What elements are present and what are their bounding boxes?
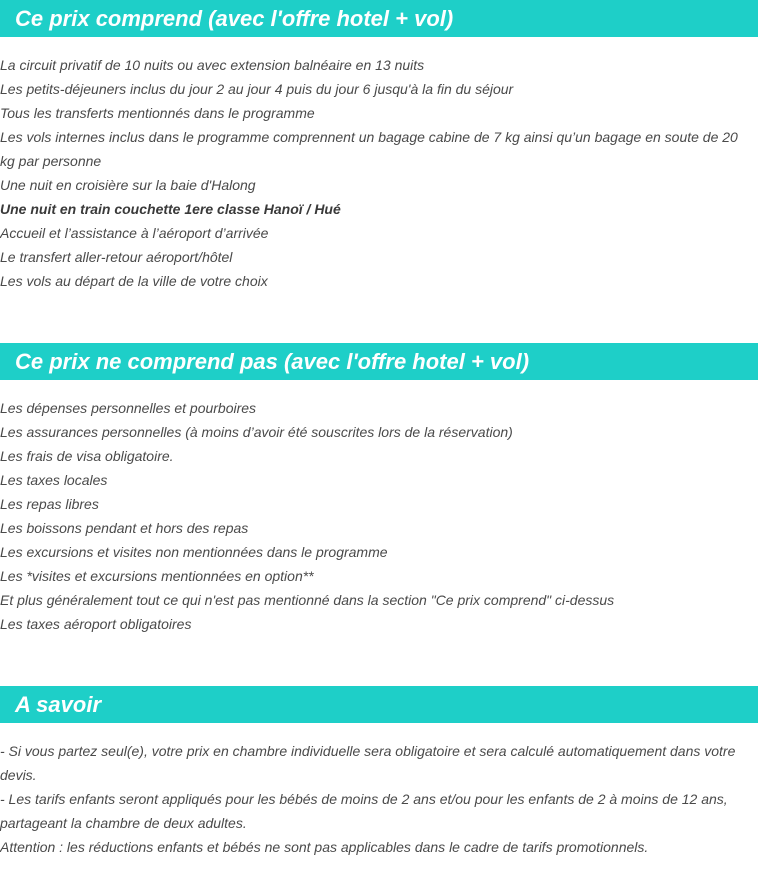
- list-item: Les boissons pendant et hors des repas: [0, 520, 249, 536]
- list-item: Une nuit en train couchette 1ere classe Hanoï / Hué: [0, 201, 341, 217]
- excludes-section-header: [0, 343, 758, 380]
- list-item: Les vols internes inclus dans le programme comprennent un bagage cabine de 7 kg ainsi qu’un bagage en soute de 20 kg par personne: [0, 129, 738, 169]
- includes-section-title: Ce prix comprend (avec l'offre hotel + vol): [15, 6, 454, 31]
- list-item: - Les tarifs enfants seront appliqués pour les bébés de moins de 2 ans et/ou pour les enfants de 2 à moins de 12 ans, partageant la chambre de deux adultes.: [0, 791, 728, 831]
- list-item: Les repas libres: [0, 496, 99, 512]
- list-item: Les assurances personnelles (à moins d’avoir été souscrites lors de la réservation): [0, 424, 513, 440]
- excludes-section-title: Ce prix ne comprend pas (avec l'offre hotel + vol): [15, 349, 530, 374]
- savoir-section-title: A savoir: [15, 692, 102, 717]
- list-item: Les vols au départ de la ville de votre choix: [0, 273, 268, 289]
- list-item: Les taxes locales: [0, 472, 108, 488]
- list-item: Les excursions et visites non mentionnées dans le programme: [0, 544, 388, 560]
- list-item: Tous les transferts mentionnés dans le programme: [0, 105, 315, 121]
- list-item: - Si vous partez seul(e), votre prix en chambre individuelle sera obligatoire et sera calculé automatiquement dans votre devis.: [0, 743, 736, 783]
- excludes-list: [0, 396, 755, 636]
- list-item: Et plus généralement tout ce qui n'est pas mentionné dans la section "Ce prix comprend" ci-dessus: [0, 592, 615, 608]
- list-item: Accueil et l’assistance à l’aéroport d’arrivée: [0, 225, 269, 241]
- list-item: Les petits-déjeuners inclus du jour 2 au jour 4 puis du jour 6 jusqu'à la fin du séjour: [0, 81, 514, 97]
- includes-section-header: [0, 0, 758, 37]
- includes-list: [0, 53, 755, 293]
- savoir-section-header: [0, 686, 758, 723]
- list-item: Le transfert aller-retour aéroport/hôtel: [0, 249, 233, 265]
- list-item: Les dépenses personnelles et pourboires: [0, 400, 257, 416]
- list-item: Les *visites et excursions mentionnées en option**: [0, 568, 314, 584]
- savoir-list: [0, 739, 755, 859]
- list-item: Une nuit en croisière sur la baie d'Halong: [0, 177, 256, 193]
- list-item: La circuit privatif de 10 nuits ou avec extension balnéaire en 13 nuits: [0, 57, 425, 73]
- list-item: Les frais de visa obligatoire.: [0, 448, 174, 464]
- list-item: Les taxes aéroport obligatoires: [0, 616, 192, 632]
- list-item: Attention : les réductions enfants et bébés ne sont pas applicables dans le cadre de tarifs promotionnels.: [0, 839, 649, 855]
